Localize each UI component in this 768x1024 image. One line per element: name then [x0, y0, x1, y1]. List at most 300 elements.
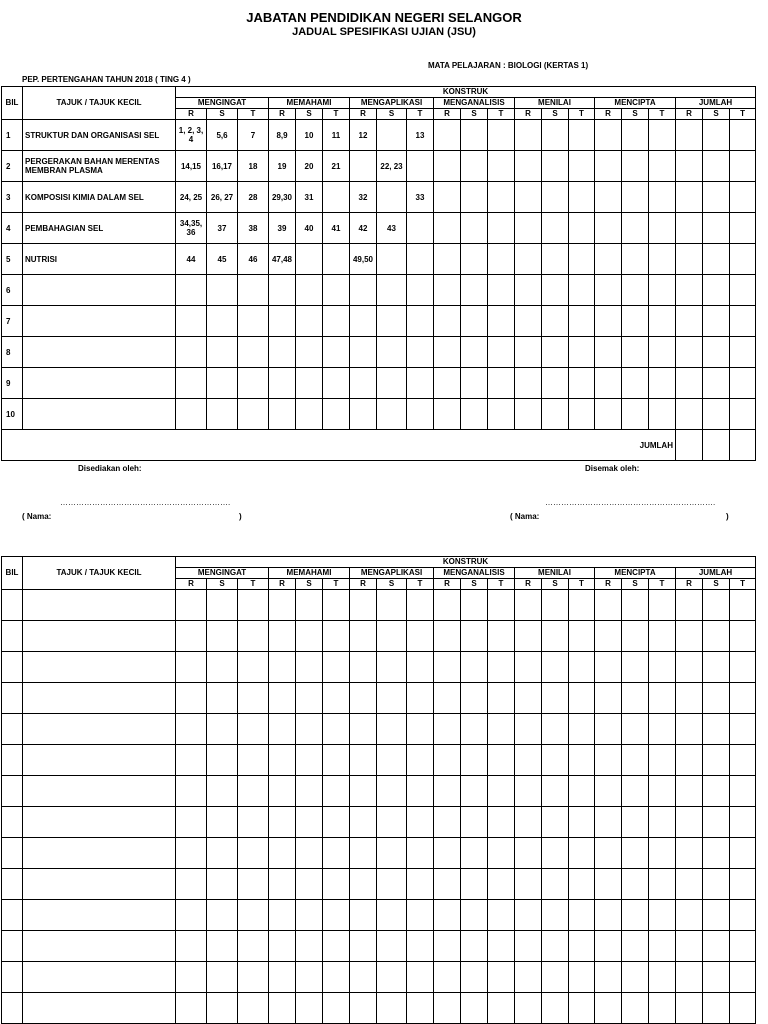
question-cell — [407, 590, 434, 621]
question-cell — [207, 776, 238, 807]
jumlah-r-cell — [676, 430, 703, 461]
question-cell — [461, 683, 488, 714]
question-cell — [377, 931, 407, 962]
question-cell — [488, 182, 515, 213]
level-header: S — [703, 579, 730, 590]
table-row — [2, 652, 756, 683]
row-topic: PERGERAKAN BAHAN MERENTAS MEMBRAN PLASMA — [23, 151, 176, 182]
question-cell — [238, 745, 269, 776]
question-cell — [622, 807, 649, 838]
question-cell — [296, 962, 323, 993]
question-cell — [676, 683, 703, 714]
question-cell — [377, 776, 407, 807]
question-cell — [515, 590, 542, 621]
question-cell — [676, 399, 703, 430]
question-cell — [730, 275, 756, 306]
question-cell — [176, 962, 207, 993]
question-cell — [461, 399, 488, 430]
prepared-by-label: Disediakan oleh: — [78, 464, 142, 473]
question-cell — [488, 869, 515, 900]
question-cell — [207, 652, 238, 683]
row-topic — [23, 399, 176, 430]
question-cell — [649, 621, 676, 652]
question-cell — [407, 683, 434, 714]
question-cell — [703, 182, 730, 213]
question-cell — [569, 275, 595, 306]
question-cell — [515, 714, 542, 745]
question-cell — [407, 993, 434, 1024]
question-cell — [296, 714, 323, 745]
question-cell — [542, 275, 569, 306]
question-cell — [461, 151, 488, 182]
question-cell — [515, 151, 542, 182]
bil-header: BIL — [2, 87, 23, 120]
question-cell — [323, 399, 350, 430]
question-cell — [377, 838, 407, 869]
question-cell — [595, 869, 622, 900]
question-cell — [377, 120, 407, 151]
question-cell — [350, 590, 377, 621]
table-row — [2, 244, 756, 275]
question-cell: 31 — [296, 182, 323, 213]
question-cell — [569, 807, 595, 838]
question-cell — [269, 368, 296, 399]
row-topic — [23, 807, 176, 838]
question-cell — [434, 683, 461, 714]
question-cell — [238, 368, 269, 399]
question-cell — [649, 931, 676, 962]
question-cell — [542, 993, 569, 1024]
question-cell — [323, 900, 350, 931]
row-topic — [23, 683, 176, 714]
group-header-mengingat: MENGINGAT — [176, 568, 269, 579]
level-header: S — [542, 579, 569, 590]
question-cell: 38 — [238, 213, 269, 244]
row-number — [2, 869, 23, 900]
level-header: S — [703, 109, 730, 120]
question-cell — [595, 776, 622, 807]
question-cell — [488, 244, 515, 275]
group-header-mencipta: MENCIPTA — [595, 98, 676, 109]
question-cell: 18 — [238, 151, 269, 182]
question-cell — [296, 368, 323, 399]
question-cell — [676, 993, 703, 1024]
row-number: 3 — [2, 182, 23, 213]
question-cell — [676, 590, 703, 621]
question-cell — [730, 244, 756, 275]
question-cell — [434, 745, 461, 776]
question-cell — [730, 120, 756, 151]
question-cell — [730, 807, 756, 838]
question-cell — [622, 869, 649, 900]
level-header: T — [649, 579, 676, 590]
question-cell — [649, 368, 676, 399]
question-cell — [377, 714, 407, 745]
question-cell: 44 — [176, 244, 207, 275]
question-cell — [269, 590, 296, 621]
level-header: S — [461, 579, 488, 590]
question-cell — [676, 621, 703, 652]
question-cell — [176, 838, 207, 869]
question-cell — [296, 621, 323, 652]
question-cell — [269, 962, 296, 993]
question-cell — [350, 275, 377, 306]
question-cell — [488, 337, 515, 368]
question-cell — [569, 776, 595, 807]
question-cell — [730, 306, 756, 337]
question-cell — [176, 368, 207, 399]
question-cell — [296, 900, 323, 931]
question-cell — [730, 776, 756, 807]
question-cell — [377, 590, 407, 621]
question-cell — [595, 993, 622, 1024]
question-cell — [703, 807, 730, 838]
question-cell — [595, 652, 622, 683]
question-cell — [269, 306, 296, 337]
question-cell — [730, 931, 756, 962]
question-cell — [323, 993, 350, 1024]
level-header: T — [407, 579, 434, 590]
question-cell — [542, 182, 569, 213]
question-cell — [238, 652, 269, 683]
question-cell — [488, 745, 515, 776]
question-cell — [461, 213, 488, 244]
level-header: R — [434, 579, 461, 590]
question-cell — [434, 714, 461, 745]
question-cell — [542, 776, 569, 807]
question-cell — [730, 182, 756, 213]
question-cell — [515, 745, 542, 776]
question-cell — [515, 962, 542, 993]
question-cell — [269, 337, 296, 368]
question-cell — [207, 275, 238, 306]
question-cell — [296, 838, 323, 869]
prepared-by-name-close: ) — [239, 512, 242, 521]
group-header-mengingat: MENGINGAT — [176, 98, 269, 109]
question-cell: 32 — [350, 182, 377, 213]
row-number — [2, 993, 23, 1024]
question-cell — [676, 776, 703, 807]
group-header-memahami: MEMAHAMI — [269, 98, 350, 109]
question-cell — [350, 306, 377, 337]
question-cell — [407, 838, 434, 869]
question-cell — [238, 621, 269, 652]
question-cell — [269, 399, 296, 430]
question-cell — [569, 182, 595, 213]
question-cell — [461, 621, 488, 652]
question-cell: 40 — [296, 213, 323, 244]
level-header: S — [296, 579, 323, 590]
row-number — [2, 838, 23, 869]
question-cell: 33 — [407, 182, 434, 213]
question-cell — [730, 869, 756, 900]
level-header: S — [542, 109, 569, 120]
row-topic — [23, 714, 176, 745]
jumlah-label: JUMLAH — [2, 430, 676, 461]
question-cell — [649, 993, 676, 1024]
question-cell — [176, 683, 207, 714]
question-cell — [569, 993, 595, 1024]
question-cell — [595, 337, 622, 368]
question-cell — [176, 776, 207, 807]
level-header: T — [569, 579, 595, 590]
question-cell: 41 — [323, 213, 350, 244]
question-cell — [515, 807, 542, 838]
question-cell — [461, 869, 488, 900]
level-header: S — [377, 579, 407, 590]
question-cell — [703, 838, 730, 869]
question-cell: 12 — [350, 120, 377, 151]
question-cell — [238, 590, 269, 621]
question-cell — [622, 244, 649, 275]
question-cell — [488, 683, 515, 714]
question-cell — [350, 807, 377, 838]
question-cell — [649, 120, 676, 151]
question-cell — [488, 931, 515, 962]
question-cell — [569, 900, 595, 931]
question-cell — [488, 399, 515, 430]
question-cell — [377, 337, 407, 368]
question-cell — [176, 306, 207, 337]
question-cell — [461, 714, 488, 745]
row-topic — [23, 275, 176, 306]
question-cell — [622, 306, 649, 337]
question-cell — [515, 399, 542, 430]
level-header: T — [730, 579, 756, 590]
jumlah-row — [2, 430, 756, 461]
question-cell — [207, 869, 238, 900]
question-cell — [323, 368, 350, 399]
row-topic — [23, 931, 176, 962]
question-cell — [377, 993, 407, 1024]
question-cell — [207, 399, 238, 430]
row-number — [2, 807, 23, 838]
question-cell — [730, 399, 756, 430]
question-cell — [350, 869, 377, 900]
level-header: T — [488, 579, 515, 590]
question-cell — [649, 652, 676, 683]
document-subtitle: JADUAL SPESIFIKASI UJIAN (JSU) — [292, 26, 476, 38]
question-cell — [676, 120, 703, 151]
question-cell — [269, 807, 296, 838]
question-cell — [595, 838, 622, 869]
question-cell — [676, 652, 703, 683]
question-cell — [595, 368, 622, 399]
question-cell — [407, 652, 434, 683]
question-cell — [434, 652, 461, 683]
question-cell — [350, 683, 377, 714]
question-cell — [461, 120, 488, 151]
question-cell — [569, 151, 595, 182]
question-cell — [515, 306, 542, 337]
question-cell: 22, 23 — [377, 151, 407, 182]
question-cell — [730, 745, 756, 776]
question-cell — [542, 213, 569, 244]
question-cell — [407, 745, 434, 776]
question-cell — [296, 931, 323, 962]
question-cell — [296, 306, 323, 337]
question-cell — [207, 993, 238, 1024]
question-cell — [703, 275, 730, 306]
question-cell — [296, 399, 323, 430]
row-topic — [23, 368, 176, 399]
question-cell — [703, 621, 730, 652]
question-cell — [515, 337, 542, 368]
question-cell — [407, 931, 434, 962]
question-cell — [434, 838, 461, 869]
question-cell — [296, 337, 323, 368]
question-cell — [323, 590, 350, 621]
question-cell — [569, 652, 595, 683]
question-cell — [488, 151, 515, 182]
question-cell: 43 — [377, 213, 407, 244]
question-cell — [622, 120, 649, 151]
question-cell — [377, 807, 407, 838]
question-cell: 1, 2, 3, 4 — [176, 120, 207, 151]
question-cell: 13 — [407, 120, 434, 151]
table-row — [2, 182, 756, 213]
question-cell: 39 — [269, 213, 296, 244]
question-cell — [176, 590, 207, 621]
question-cell — [377, 306, 407, 337]
question-cell: 46 — [238, 244, 269, 275]
question-cell — [238, 683, 269, 714]
question-cell — [676, 714, 703, 745]
question-cell — [461, 652, 488, 683]
question-cell — [377, 900, 407, 931]
table-header — [2, 87, 756, 120]
question-cell — [176, 621, 207, 652]
question-cell — [238, 838, 269, 869]
table-row — [2, 120, 756, 151]
question-cell — [207, 962, 238, 993]
question-cell — [703, 900, 730, 931]
group-header-jumlah: JUMLAH — [676, 568, 756, 579]
question-cell — [676, 838, 703, 869]
question-cell — [207, 931, 238, 962]
table-row — [2, 590, 756, 621]
level-header: R — [176, 109, 207, 120]
subject-value: BIOLOGI (KERTAS 1) — [507, 61, 589, 70]
row-number — [2, 962, 23, 993]
question-cell — [703, 962, 730, 993]
row-topic — [23, 776, 176, 807]
question-cell — [434, 182, 461, 213]
question-cell — [730, 993, 756, 1024]
exam-label: PEP. PERTENGAHAN TAHUN 2018 ( TING 4 ) — [22, 75, 191, 84]
question-cell — [676, 368, 703, 399]
level-header: R — [350, 109, 377, 120]
question-cell — [595, 244, 622, 275]
table-row — [2, 900, 756, 931]
group-header-mengaplikasi: MENGAPLIKASI — [350, 98, 434, 109]
question-cell — [622, 838, 649, 869]
question-cell — [377, 182, 407, 213]
question-cell — [238, 275, 269, 306]
question-cell — [703, 151, 730, 182]
question-cell — [207, 807, 238, 838]
question-cell — [434, 399, 461, 430]
question-cell — [595, 590, 622, 621]
question-cell — [377, 621, 407, 652]
level-header: S — [461, 109, 488, 120]
question-cell — [269, 776, 296, 807]
row-number: 10 — [2, 399, 23, 430]
question-cell — [407, 900, 434, 931]
question-cell — [622, 182, 649, 213]
table-row — [2, 714, 756, 745]
question-cell — [269, 275, 296, 306]
group-header-mencipta: MENCIPTA — [595, 568, 676, 579]
question-cell — [515, 213, 542, 244]
question-cell — [488, 621, 515, 652]
jsu-table-1 — [1, 86, 756, 461]
level-header: R — [434, 109, 461, 120]
question-cell — [296, 993, 323, 1024]
question-cell — [323, 714, 350, 745]
question-cell — [676, 337, 703, 368]
question-cell — [515, 275, 542, 306]
question-cell — [542, 151, 569, 182]
level-header: T — [488, 109, 515, 120]
table-row — [2, 807, 756, 838]
question-cell — [323, 182, 350, 213]
question-cell: 7 — [238, 120, 269, 151]
level-header: S — [377, 109, 407, 120]
row-topic — [23, 962, 176, 993]
table-row — [2, 213, 756, 244]
question-cell — [515, 838, 542, 869]
question-cell — [542, 931, 569, 962]
question-cell — [542, 962, 569, 993]
row-topic — [23, 993, 176, 1024]
question-cell — [350, 399, 377, 430]
question-cell — [434, 869, 461, 900]
question-cell — [350, 838, 377, 869]
row-number — [2, 683, 23, 714]
question-cell — [595, 962, 622, 993]
question-cell — [377, 869, 407, 900]
question-cell — [238, 306, 269, 337]
question-cell — [542, 714, 569, 745]
question-cell — [323, 244, 350, 275]
question-cell — [703, 120, 730, 151]
question-cell — [730, 337, 756, 368]
question-cell — [676, 900, 703, 931]
group-header-mengaplikasi: MENGAPLIKASI — [350, 568, 434, 579]
question-cell — [176, 275, 207, 306]
question-cell — [703, 683, 730, 714]
question-cell — [323, 807, 350, 838]
question-cell — [703, 993, 730, 1024]
table-row — [2, 776, 756, 807]
level-header: T — [238, 109, 269, 120]
table-row — [2, 838, 756, 869]
question-cell — [569, 368, 595, 399]
question-cell — [569, 399, 595, 430]
question-cell — [595, 213, 622, 244]
question-cell: 20 — [296, 151, 323, 182]
question-cell — [649, 838, 676, 869]
level-header: R — [595, 579, 622, 590]
question-cell — [569, 213, 595, 244]
question-cell — [323, 931, 350, 962]
question-cell — [461, 590, 488, 621]
question-cell — [730, 213, 756, 244]
question-cell — [676, 962, 703, 993]
level-header: R — [676, 579, 703, 590]
question-cell — [595, 182, 622, 213]
